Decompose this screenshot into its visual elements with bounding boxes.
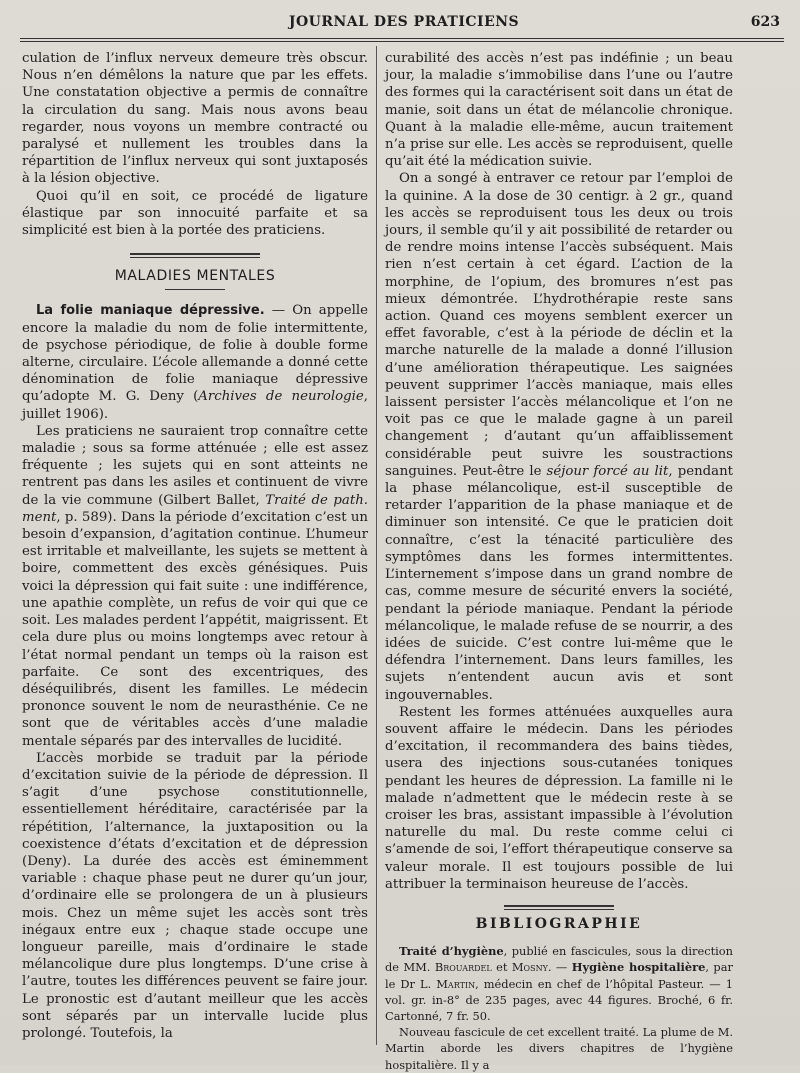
entry-text-a: , publié en fascicules, sous la direction de MM. xyxy=(385,944,733,975)
editor-1: Brouardel xyxy=(434,960,492,975)
section-title-rule xyxy=(165,289,225,290)
bibliography-title: BIBLIOGRAPHIE xyxy=(475,915,643,932)
book-author: Martin xyxy=(436,976,476,991)
citation-traite: Traité de path. ment xyxy=(22,492,368,525)
left-paragraph-1: culation de l’influx nerveux demeure très obscur. Nous n’en démêlons la nature que par les effets. Une constatation objective a permis de connaître la circulation du sang. Mais nous avons beau regarder, nous voyons un membre contracté ou paralysé et nullement les troubles dans la répartition de l’influx nerveux qui sont juxtaposés à la lésion objective. xyxy=(22,51,368,187)
entry-text-b: , par le Dr L. xyxy=(385,960,733,991)
bibliography-entry-2: Nouveau fascicule de cet excellent traité. La plume de M. Martin aborde les divers chapitres de l’hygiène hospitalière. Il y a xyxy=(385,1025,733,1072)
page-number: 623 xyxy=(750,14,780,30)
citation-archives: Archives de neurologie xyxy=(198,389,364,405)
left-paragraph-4-b: , p. 589). Dans la période d’excitation c’est un besoin d’expansion, d’agitation continue. L’humeur est irritable et malveillante, les sujets se mettent à boire, commettent des excès génésiques. Puis voici la dépression qui fait suite : une indifférence, une apathie complète, un refus de voir qui que ce soit. Les malades perdent l’appétit, maigrissent. Et cela dure plus ou moins longtemps avec retour à l’état normal pendant un temps où la raison est parfaite. Ce sont des excentriques, des déséquilibrés, disent les familles. Le médecin prononce souvent le nom de neurasthénie. Ce ne sont que de véritables accès d’une maladie mentale séparés par des intervalles de lucidité. xyxy=(22,509,368,749)
journal-title: JOURNAL DES PRATICIENS xyxy=(288,14,520,30)
entry-dash: . — xyxy=(547,960,572,975)
right-paragraph-2-a: On a songé à entraver ce retour par l’emploi de la quinine. A la dose de 30 centigr. à 2 gr., quand les accès se reproduisent tous les deux ou trois jours, il semble qu’il y ait possibilité de retarder ou de rendre moins intense l’accès subséquent. Mais rien n’est certain à cet égard. L’action de la morphine, de l’opium, des bromures n’est pas mieux démontrée. L’hydrothérapie reste sans action. Quand ces moyens semblent exercer un effet favorable, c’est à la période de déclin et la marche naturelle de la malade a donné l’illusion d’une amélioration thérapeutique. Les saignées peuvent supprimer l’accès maniaque, mais elles laissent persister l’accès mélancolique et l’on ne voit pas ce que le malade gagne à un pareil changement ; d’autant qu’un affaiblissement considérable peut suivre les soustractions sanguines. Peut-être le xyxy=(385,171,733,479)
left-column xyxy=(22,50,368,1045)
right-column xyxy=(385,50,733,1072)
editor-2: Mosny xyxy=(511,960,548,975)
right-paragraph-2 xyxy=(385,170,733,703)
left-paragraph-3 xyxy=(22,302,368,422)
entry-text-c: , médecin en chef de l’hôpital Pasteur. — 1 vol. gr. in-8° de 235 pages, avec 44 figures. Broché, 6 fr. Cartonné, 7 fr. 50. xyxy=(385,976,733,1023)
article-lead: La folie maniaque dépressive. xyxy=(36,303,265,319)
citation-sejour: séjour forcé au lit xyxy=(546,463,669,479)
right-paragraph-2-b: , pendant la phase mélancolique, est-il susceptible de retarder l’apparition de la phase maniaque et de diminuer son intensité. Ce que le praticien doit connaître, c’est la ténacité particulière des symptômes dans les formes intermittentes. L’internement s’impose dans un grand nombre de cas, comme mesure de sécurité envers la société, pendant la période maniaque. Pendant la période mélancolique, le malade refuse de se nourrir, a des idées de suicide. C’est contre lui-même que le défendra l’internement. Dans leurs familles, les sujets n’entendent aucun avis et sont ingouvernables. xyxy=(385,463,733,703)
left-paragraph-3-text: — On appelle encore la maladie du nom de folie intermittente, de psychose périodique, de folie à double forme alterne, circulaire. L’école allemande a donné cette dénomination de folie maniaque dépressive qu’adopte M. G. Deny ( xyxy=(22,303,368,405)
book-title: Traité d’hygiène xyxy=(399,944,504,959)
running-header xyxy=(20,14,788,40)
left-paragraph-4-a: Les praticiens ne sauraient trop connaître cette maladie ; sous sa forme atténuée ; elle est assez fréquente ; les sujets qui en sont atteints ne rentrent pas dans les asiles et continuent de vivre de la vie commune (Gilbert Ballet, xyxy=(22,423,368,508)
left-paragraph-2: Quoi qu’il en soit, ce procédé de ligature élastique par son innocuité parfaite et sa simplicité est bien à la portée des praticiens. xyxy=(22,188,368,239)
right-paragraph-1: curabilité des accès n’est pas indéfinie ; un beau jour, la maladie s’immobilise dans l’une ou l’autre des formes qui la caractérisent soit dans un état de manie, soit dans un état de mélancolie chronique. Quant à la maladie elle-même, aucun traitement n’a prise sur elle. Les accès se reproduisent, quelle qu’ait été la médication suivie. xyxy=(385,51,733,170)
left-paragraph-3-end: , juillet 1906). xyxy=(22,389,368,422)
bibliography-ornament xyxy=(504,905,614,910)
bibliography-entry-1 xyxy=(385,943,733,1024)
header-rule xyxy=(20,38,784,42)
book-subtitle: Hygiène hospitalière xyxy=(571,960,706,975)
section-ornament xyxy=(130,253,260,258)
left-paragraph-4 xyxy=(22,423,368,750)
column-divider xyxy=(376,46,377,1045)
section-title: MALADIES MENTALES xyxy=(114,268,276,285)
entry-and: et xyxy=(491,960,512,975)
right-paragraph-3: Restent les formes atténuées auxquelles aura souvent affaire le médecin. Dans les périodes d’excitation, il recommandera des bains tièdes, usera des injections sous-cutanées toniques pendant les heures de dépression. La famille ni le malade n’admettent que le médecin reste à se croiser les bras, assistant impassible à l’évolution naturelle du mal. Du reste comme celui ci s’amende de soi, l’effort thérapeutique conserve sa valeur morale. Il est toujours possible de lui attribuer la terminaison heureuse de l’accès. xyxy=(385,704,733,892)
left-paragraph-5: L’accès morbide se traduit par la période d’excitation suivie de la période de dépression. Il s’agit d’une psychose constitutionnelle, essentiellement héréditaire, caractérisée par la répétition, l’alternance, la juxtaposition ou la coexistence d’états d’excitation et de dépression (Deny). La durée des accès est éminemment variable : chaque phase peut ne durer qu’un jour, d’ordinaire elle se prolongera de un à plusieurs mois. Chez un même sujet les accès sont très inégaux entre eux ; chaque stade occupe une longueur pareille, mais d’ordinaire le stade mélancolique dure plus longtemps. D’une crise à l’autre, toutes les différences peuvent se faire jour. Le pronostic est d’autant meilleur que les accès sont séparés par un intervalle lucide plus prolongé. Toutefois, la xyxy=(22,750,368,1041)
